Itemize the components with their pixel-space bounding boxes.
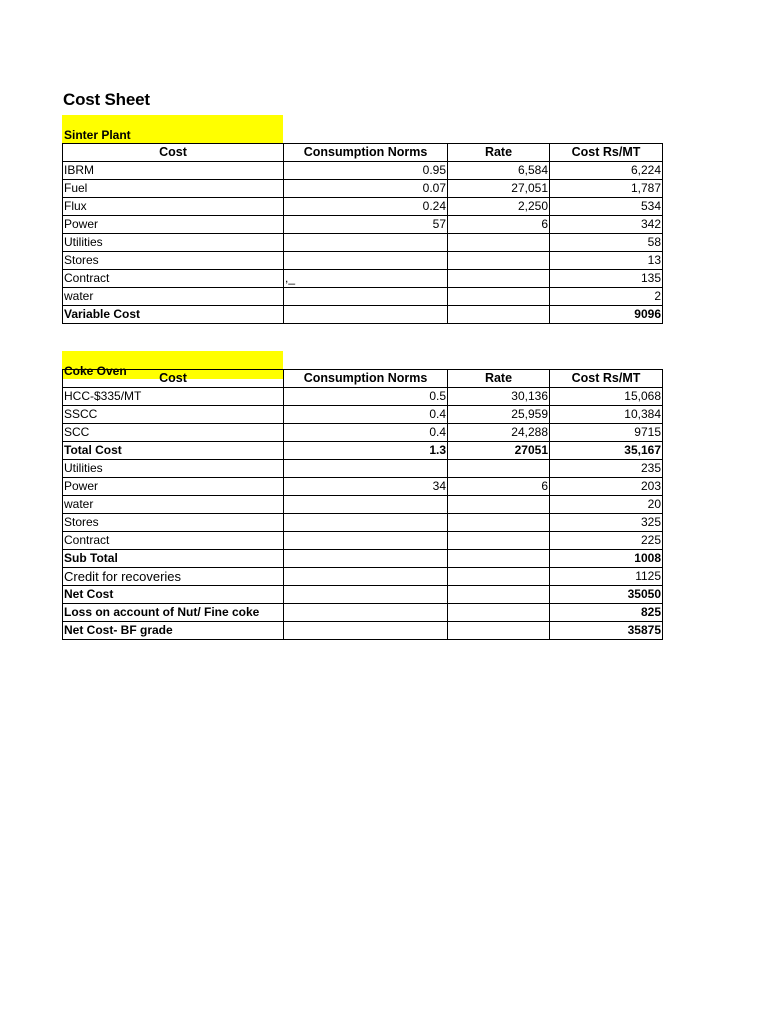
cell-cost: Loss on account of Nut/ Fine coke (63, 604, 284, 622)
table-row (63, 622, 663, 640)
sinter-plant-table (62, 143, 663, 324)
table-row (63, 216, 663, 234)
table-row (63, 306, 663, 324)
cell-consumption-norms: 34 (284, 478, 448, 496)
cell-cost-rs-mt: 35875 (550, 622, 663, 640)
cell-consumption-norms (284, 586, 448, 604)
section-label-sinter-plant (62, 115, 283, 143)
cell-consumption-norms: 0.24 (284, 198, 448, 216)
cell-cost: HCC-$335/MT (63, 388, 284, 406)
cell-cost: Power (63, 478, 284, 496)
cell-rate (448, 532, 550, 550)
cell-cost: SSCC (63, 406, 284, 424)
table-row (63, 532, 663, 550)
header-cost-rs-mt: Cost Rs/MT (550, 370, 663, 388)
coke-oven-table (62, 369, 663, 640)
cell-rate: 25,959 (448, 406, 550, 424)
cell-cost: Stores (63, 514, 284, 532)
cell-rate (448, 270, 550, 288)
table-row (63, 162, 663, 180)
cell-cost: Utilities (63, 460, 284, 478)
cell-cost-rs-mt: 58 (550, 234, 663, 252)
cell-rate: 27,051 (448, 180, 550, 198)
cell-cost-rs-mt: 235 (550, 460, 663, 478)
table-row (63, 252, 663, 270)
cell-cost: Net Cost- BF grade (63, 622, 284, 640)
cell-cost: SCC (63, 424, 284, 442)
cell-rate: 2,250 (448, 198, 550, 216)
cell-cost: Credit for recoveries (63, 568, 284, 586)
cell-cost: Stores (63, 252, 284, 270)
cell-rate (448, 288, 550, 306)
cell-consumption-norms: 0.07 (284, 180, 448, 198)
header-row (63, 144, 663, 162)
table-row (63, 270, 663, 288)
cell-cost-rs-mt: 534 (550, 198, 663, 216)
cell-consumption-norms: 0.4 (284, 406, 448, 424)
cell-cost-rs-mt: 135 (550, 270, 663, 288)
table-row (63, 460, 663, 478)
cell-consumption-norms: 0.95 (284, 162, 448, 180)
cell-consumption-norms: 0.4 (284, 424, 448, 442)
cell-cost: Flux (63, 198, 284, 216)
cell-consumption-norms (284, 252, 448, 270)
cell-cost: Fuel (63, 180, 284, 198)
cell-cost-rs-mt: 35050 (550, 586, 663, 604)
header-rate: Rate (448, 370, 550, 388)
table-row (63, 604, 663, 622)
cell-rate (448, 514, 550, 532)
cell-consumption-norms (284, 234, 448, 252)
cell-consumption-norms (284, 532, 448, 550)
cell-rate: 24,288 (448, 424, 550, 442)
cell-rate: 30,136 (448, 388, 550, 406)
cell-rate (448, 234, 550, 252)
cell-consumption-norms (284, 622, 448, 640)
header-row (63, 370, 663, 388)
table-row (63, 496, 663, 514)
cell-cost: Contract (63, 532, 284, 550)
cell-rate: 27051 (448, 442, 550, 460)
cell-cost-rs-mt: 35,167 (550, 442, 663, 460)
cell-consumption-norms (284, 288, 448, 306)
table-row (63, 424, 663, 442)
cell-cost-rs-mt: 15,068 (550, 388, 663, 406)
table-row (63, 442, 663, 460)
header-cost: Cost (63, 370, 284, 388)
cell-consumption-norms (284, 550, 448, 568)
cell-cost-rs-mt: 325 (550, 514, 663, 532)
cell-consumption-norms (284, 604, 448, 622)
cell-consumption-norms (284, 568, 448, 586)
table-row (63, 288, 663, 306)
table-row (63, 406, 663, 424)
cell-cost-rs-mt: 825 (550, 604, 663, 622)
section-label-text: Coke Oven (64, 364, 127, 378)
cell-consumption-norms (284, 306, 448, 324)
section-label-text: Sinter Plant (64, 128, 131, 142)
cell-rate (448, 252, 550, 270)
cell-cost: Total Cost (63, 442, 284, 460)
cell-consumption-norms: 57 (284, 216, 448, 234)
cell-cost: Net Cost (63, 586, 284, 604)
cell-cost-rs-mt: 1008 (550, 550, 663, 568)
cell-rate (448, 604, 550, 622)
header-consumption-norms: Consumption Norms (284, 370, 448, 388)
cell-cost: water (63, 496, 284, 514)
cell-cost: Variable Cost (63, 306, 284, 324)
cell-rate (448, 622, 550, 640)
cell-cost-rs-mt: 1125 (550, 568, 663, 586)
cell-cost: Sub Total (63, 550, 284, 568)
cell-consumption-norms (284, 460, 448, 478)
cell-consumption-norms: 1.3 (284, 442, 448, 460)
cell-rate (448, 550, 550, 568)
cell-cost: Utilities (63, 234, 284, 252)
cell-cost-rs-mt: 1,787 (550, 180, 663, 198)
cell-rate (448, 568, 550, 586)
table-row (63, 550, 663, 568)
cell-consumption-norms (284, 496, 448, 514)
cell-cost: IBRM (63, 162, 284, 180)
cell-cost-rs-mt: 13 (550, 252, 663, 270)
table-row (63, 514, 663, 532)
cell-consumption-norms: 0.5 (284, 388, 448, 406)
header-consumption-norms: Consumption Norms (284, 144, 448, 162)
cell-rate: 6 (448, 216, 550, 234)
page-title: Cost Sheet (63, 90, 150, 109)
cell-rate: 6,584 (448, 162, 550, 180)
table-row (63, 568, 663, 586)
cell-cost-rs-mt: 10,384 (550, 406, 663, 424)
cell-cost-rs-mt: 6,224 (550, 162, 663, 180)
cell-rate (448, 496, 550, 514)
cell-rate: 6 (448, 478, 550, 496)
cell-consumption-norms: ,_ (284, 270, 448, 288)
table-row (63, 180, 663, 198)
table-row (63, 234, 663, 252)
cell-cost-rs-mt: 9715 (550, 424, 663, 442)
table-row (63, 478, 663, 496)
cell-consumption-norms (284, 514, 448, 532)
header-rate: Rate (448, 144, 550, 162)
cell-rate (448, 306, 550, 324)
cell-rate (448, 586, 550, 604)
cell-cost: water (63, 288, 284, 306)
cell-cost-rs-mt: 225 (550, 532, 663, 550)
header-cost-rs-mt: Cost Rs/MT (550, 144, 663, 162)
table-row (63, 388, 663, 406)
table-row (63, 586, 663, 604)
cell-rate (448, 460, 550, 478)
cell-cost: Power (63, 216, 284, 234)
cell-cost-rs-mt: 9096 (550, 306, 663, 324)
cell-cost: Contract (63, 270, 284, 288)
table-row (63, 198, 663, 216)
cell-cost-rs-mt: 342 (550, 216, 663, 234)
cell-cost-rs-mt: 2 (550, 288, 663, 306)
cell-cost-rs-mt: 20 (550, 496, 663, 514)
header-cost: Cost (63, 144, 284, 162)
cell-cost-rs-mt: 203 (550, 478, 663, 496)
